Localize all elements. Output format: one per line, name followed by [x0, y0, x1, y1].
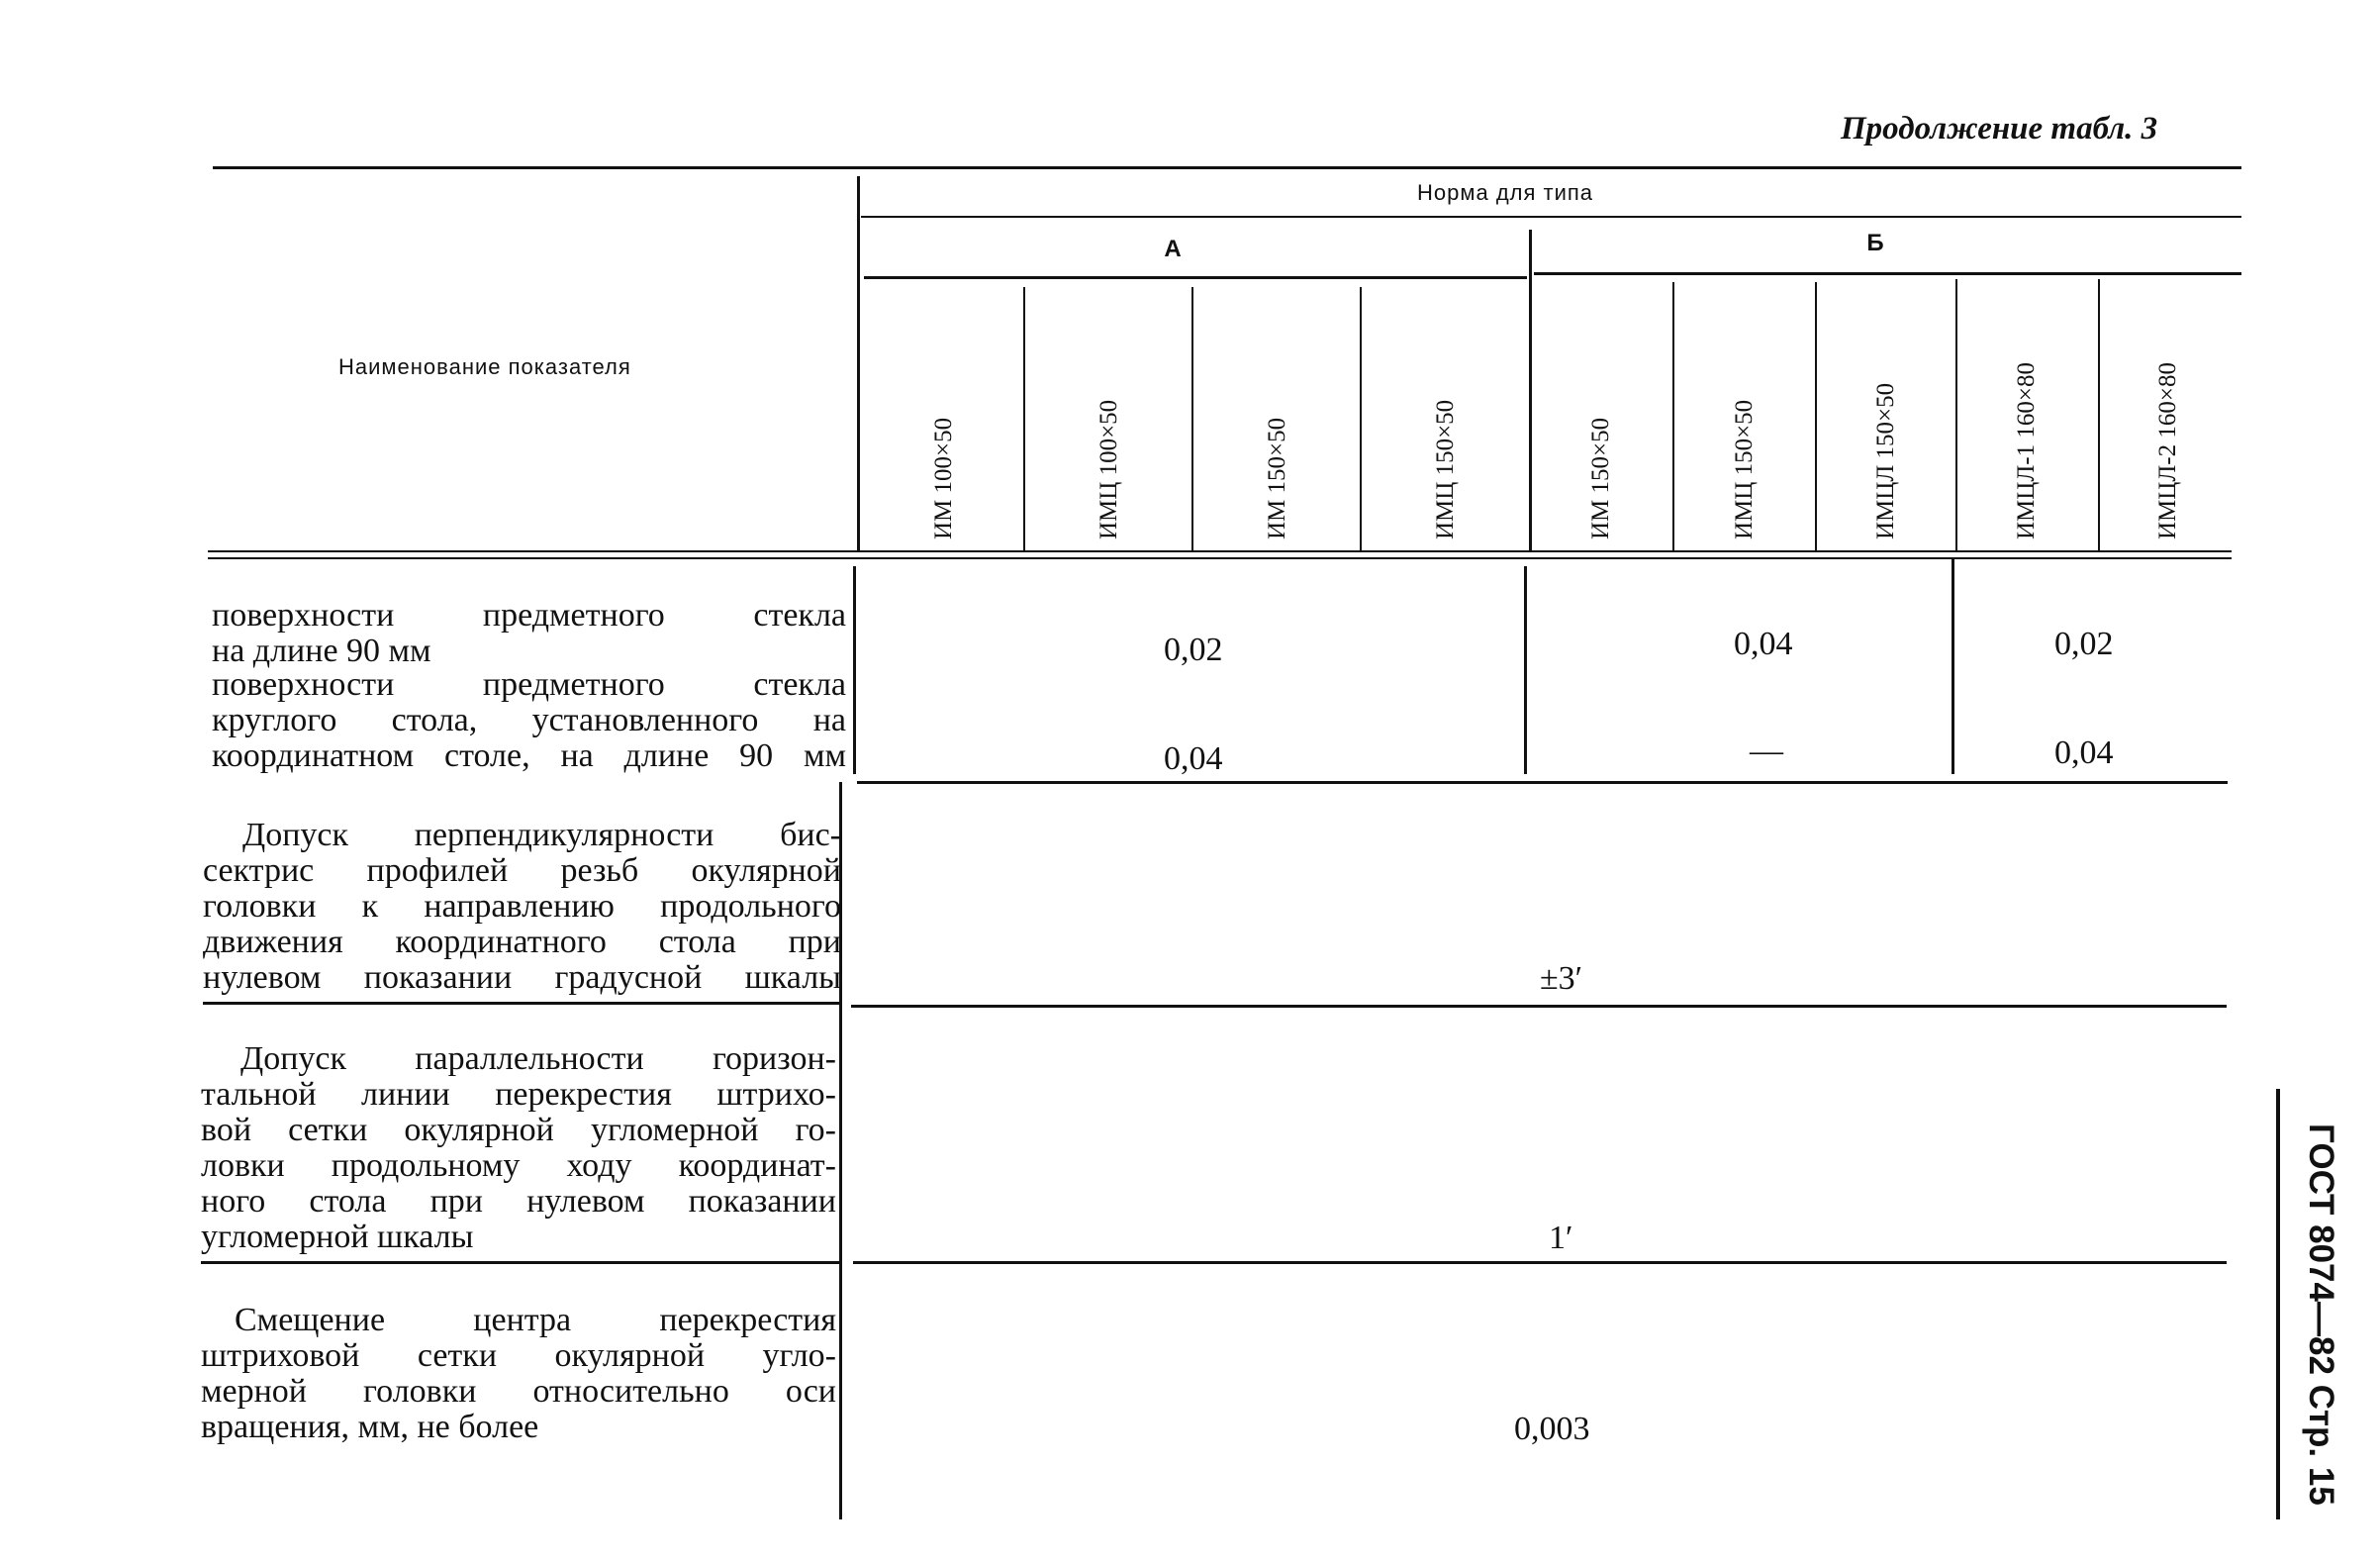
col-divider-5 — [1672, 282, 1674, 550]
row5-value: 0,003 — [1514, 1411, 1590, 1447]
col-divider-7 — [1955, 279, 1957, 550]
type-label-3: ИМ 150×50 — [1264, 417, 1290, 539]
body-divider-ab — [1524, 566, 1527, 774]
row2-label — [212, 667, 846, 774]
group-b-label: Б — [1866, 230, 1884, 256]
row2-value-b2: 0,04 — [2054, 734, 2114, 771]
body-divider-b — [1952, 559, 1954, 774]
norm-title: Норма для типа — [1417, 180, 1594, 205]
type-label-1: ИМ 100×50 — [930, 417, 957, 539]
row3-line-1: Допуск перпендикулярности бис- — [242, 817, 841, 853]
row4-bottom-rule — [853, 1261, 2227, 1264]
row4-bottom-rule-left — [201, 1261, 839, 1264]
col-divider-8 — [2098, 279, 2100, 550]
col-divider-3 — [1360, 287, 1362, 550]
side-rule — [2276, 1089, 2280, 1519]
continuation-label: Продолжение табл. 3 — [1841, 111, 2158, 147]
row4-line-1: Допуск параллельности горизон- — [240, 1040, 836, 1077]
row1-value-b1: 0,04 — [1734, 626, 1793, 662]
row1-label — [212, 598, 846, 669]
side-page-label: ГОСТ 8074—82 Стр. 15 — [2302, 1124, 2340, 1506]
header-left-divider — [857, 176, 860, 552]
col-divider-2 — [1191, 287, 1193, 550]
row5-line-3: мерной головки относительно оси — [201, 1373, 836, 1410]
type-label-6: ИМЦ 150×50 — [1731, 399, 1758, 539]
row4-line-3: вой сетки окулярной угломерной го- — [201, 1112, 836, 1148]
row3-line-3: головки к направлению продольного — [203, 888, 841, 925]
body-left-divider-1 — [853, 566, 856, 774]
row5-label — [201, 1303, 836, 1445]
norm-rule — [861, 216, 2241, 218]
col-divider-6 — [1815, 282, 1817, 550]
row3-line-2: сектрис профилей резьб окулярной — [203, 852, 841, 889]
header-double-rule-2 — [208, 557, 2232, 559]
row2-bottom-rule — [857, 781, 2228, 784]
row3-label — [203, 818, 841, 996]
group-divider — [1529, 230, 1532, 552]
row3-line-5: нулевом показании градусной шкалы — [203, 959, 841, 996]
row2-line-1: поверхности предметного стекла — [212, 666, 846, 703]
group-a-label: А — [1164, 236, 1182, 262]
row4-line-6: угломерной шкалы — [201, 1219, 474, 1255]
row5-line-1: Смещение центра перекрестия — [235, 1302, 836, 1338]
row1-line-2: на длине 90 мм — [212, 633, 431, 669]
row3-value: ±3′ — [1540, 960, 1583, 997]
row4-line-4: ловки продольному ходу координат- — [201, 1147, 836, 1184]
group-b-rule — [1534, 272, 2241, 275]
group-a-rule — [864, 276, 1527, 279]
row5-line-4: вращения, мм, не более — [201, 1409, 539, 1445]
column-title: Наименование показателя — [338, 354, 631, 379]
table-top-rule — [213, 166, 2241, 169]
row1-value-a: 0,02 — [1164, 632, 1223, 668]
row3-bottom-rule — [851, 1005, 2227, 1008]
row2-line-3: координатном столе, на длине 90 мм — [212, 737, 846, 774]
type-label-9: ИМЦЛ-2 160×80 — [2154, 362, 2181, 539]
row4-label — [201, 1041, 836, 1255]
row1-value-b2: 0,02 — [2054, 626, 2114, 662]
row2-value-b1: — — [1750, 733, 1783, 769]
row3-line-4: движения координатного стола при — [203, 924, 841, 960]
row4-line-5: ного стола при нулевом показании — [201, 1183, 836, 1220]
row1-line-1: поверхности предметного стекла — [212, 597, 846, 634]
row2-line-2: круглого стола, установленного на — [212, 702, 846, 738]
col-divider-1 — [1023, 287, 1025, 550]
row3-bottom-rule-left — [203, 1002, 841, 1005]
header-double-rule-1 — [208, 550, 2232, 552]
type-label-2: ИМЦ 100×50 — [1095, 399, 1122, 539]
type-label-8: ИМЦЛ-1 160×80 — [2013, 362, 2040, 539]
row4-value: 1′ — [1549, 1220, 1573, 1256]
type-label-5: ИМ 150×50 — [1587, 417, 1614, 539]
row5-line-2: штриховой сетки окулярной угло- — [201, 1337, 836, 1374]
type-label-7: ИМЦЛ 150×50 — [1872, 382, 1899, 539]
type-label-4: ИМЦ 150×50 — [1432, 399, 1459, 539]
row4-line-2: тальной линии перекрестия штрихо- — [201, 1076, 836, 1113]
row2-value-a: 0,04 — [1164, 740, 1223, 777]
